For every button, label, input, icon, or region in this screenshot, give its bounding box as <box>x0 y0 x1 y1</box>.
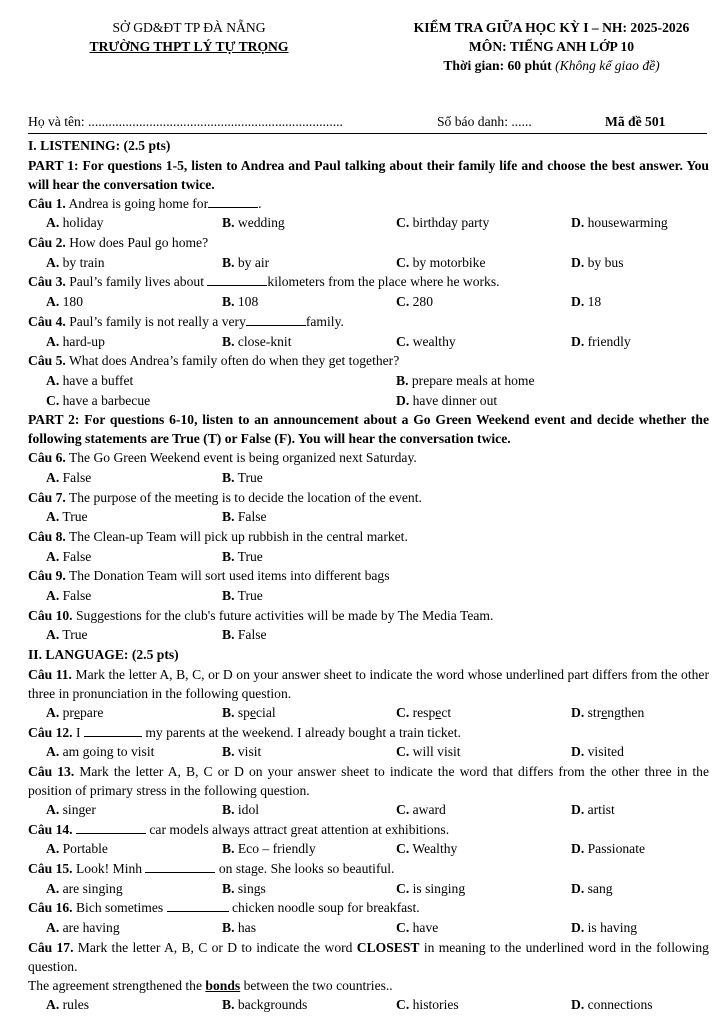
question-number: Câu 3. <box>28 274 66 290</box>
option-c: C. respect <box>396 704 452 720</box>
option-d: D. friendly <box>571 333 631 349</box>
option-a: A. True <box>46 509 88 525</box>
question-15: Câu 15. Look! Minh on stage. She looks so beautiful. <box>28 860 395 876</box>
question-7-options <box>28 507 709 527</box>
option-b: B. Eco – friendly <box>222 841 316 857</box>
question-6-options <box>28 468 709 488</box>
option-a: A. False <box>46 469 92 485</box>
answer-blank <box>246 314 306 326</box>
option-a: A. True <box>46 627 88 643</box>
option-d: D. artist <box>571 801 615 817</box>
question-1-options <box>28 213 709 233</box>
option-b: B. True <box>222 469 263 485</box>
option-c: C. will visit <box>396 744 461 760</box>
option-c: C. is singing <box>396 880 466 896</box>
option-d: D. sang <box>571 880 613 896</box>
header-left <box>0 18 378 56</box>
question-text: How does Paul go home? <box>69 235 209 251</box>
name-field-label: Họ và tên: ........................................................................... <box>28 114 343 129</box>
option-d: D. have dinner out <box>396 392 498 408</box>
question-16-options <box>28 918 709 938</box>
part1-instructions: PART 1: For questions 1-5, listen to Andrea and Paul talking about their family life and choose the best answer. You will hear the conversation twice. <box>28 157 709 192</box>
exam-title: KIỂM TRA GIỮA HỌC KỲ I – NH: 2025-2026 <box>413 20 690 35</box>
option-b: B. visit <box>222 744 262 760</box>
section-listening-title: I. LISTENING: (2.5 pts) <box>28 138 171 153</box>
question-4-options <box>28 332 709 352</box>
question-11-options <box>28 703 709 723</box>
option-d: D. is having <box>571 920 638 935</box>
option-b: B. idol <box>222 801 260 817</box>
option-a: A. False <box>46 588 92 604</box>
option-a: A. singer <box>46 801 96 817</box>
question-13-options <box>28 800 709 820</box>
question-3-options <box>28 292 709 312</box>
option-b: B. wedding <box>222 215 285 231</box>
question-5-options-ab <box>28 371 709 391</box>
option-a: A. hard-up <box>46 333 105 349</box>
student-info <box>28 115 707 133</box>
question-number: Câu 1. <box>28 195 66 211</box>
question-text-end: kilometers from the place where he works. <box>267 274 500 290</box>
option-c: C. histories <box>396 997 459 1013</box>
question-9-options <box>28 586 709 606</box>
question-17-options <box>28 995 709 1015</box>
question-text: Paul’s family is not really a very <box>69 313 246 329</box>
option-b: B. 108 <box>222 294 259 310</box>
question-4 <box>28 312 709 332</box>
question-15-options <box>28 879 709 899</box>
option-a: A. are singing <box>46 880 123 896</box>
answer-blank <box>76 822 146 834</box>
question-17-sentence: The agreement strengthened the bonds between the two countries.. <box>28 977 393 993</box>
option-d: D. by bus <box>571 254 624 270</box>
question-text: What does Andrea’s family often do when they get together? <box>68 353 400 369</box>
question-11: Câu 11. Mark the letter A, B, C, or D on your answer sheet to indicate the word whose underlined part differs from the other three in pronunciation in the following question. <box>28 666 709 701</box>
option-a: A. holiday <box>46 215 104 231</box>
header-right <box>378 18 725 75</box>
question-13: Câu 13. Mark the letter A, B, C or D on your answer sheet to indicate the word that differs from the other three in the position of primary stress in the following question. <box>28 763 709 798</box>
question-10: Câu 10. Suggestions for the club's future activities will be made by The Media Team. <box>28 607 494 623</box>
answer-blank <box>145 861 215 873</box>
option-d: D. strengthen <box>571 704 645 720</box>
question-5 <box>28 351 709 371</box>
candidate-number-label: Số báo danh: ...... <box>437 114 532 129</box>
question-number: Câu 5. <box>28 353 66 369</box>
exam-code: Mã đề 501 <box>605 114 666 129</box>
exam-content <box>28 136 709 1015</box>
section-language-title: II. LANGUAGE: (2.5 pts) <box>28 647 179 663</box>
option-b: B. True <box>222 588 263 604</box>
part2-instructions: PART 2: For questions 6-10, listen to an announcement about a Go Green Weekend event and decide whether the following statements are True (T) or False (F). You will hear the conversation twice. <box>28 412 709 447</box>
question-7: Câu 7. The purpose of the meeting is to decide the location of the event. <box>28 489 422 505</box>
option-b: B. close-knit <box>222 333 292 349</box>
time-label: Thời gian: 60 phút <box>443 58 552 73</box>
option-b: B. backgrounds <box>222 997 308 1013</box>
option-c: C. have <box>396 920 439 935</box>
option-d: D. housewarming <box>571 215 668 231</box>
option-b: B. True <box>222 548 263 564</box>
question-9: Câu 9. The Donation Team will sort used items into different bags <box>28 568 390 584</box>
question-text-end: family. <box>305 313 344 329</box>
school-name: TRƯỜNG THPT LÝ TỰ TRỌNG <box>89 39 289 54</box>
question-text-end: . <box>258 195 262 211</box>
question-3 <box>28 272 709 292</box>
option-d: D. 18 <box>571 294 602 310</box>
subject-title: MÔN: TIẾNG ANH LỚP 10 <box>468 39 635 54</box>
option-a: A. prepare <box>46 704 104 720</box>
option-b: B. has <box>222 920 256 935</box>
question-number: Câu 2. <box>28 235 66 251</box>
option-a: A. rules <box>46 997 90 1013</box>
answer-blank <box>208 196 258 208</box>
question-12: Câu 12. I my parents at the weekend. I already bought a train ticket. <box>28 724 461 740</box>
question-text: Paul’s family lives about <box>69 274 204 290</box>
time-line <box>378 56 725 75</box>
option-d: D. Passionate <box>571 841 646 857</box>
question-text: Andrea is going home for <box>68 195 209 211</box>
question-10-options <box>28 625 709 645</box>
option-d: D. connections <box>571 997 653 1013</box>
option-a: A. Portable <box>46 841 108 857</box>
option-b: B. prepare meals at home <box>396 372 535 388</box>
question-16: Câu 16. Bich sometimes chicken noodle soup for breakfast. <box>28 900 420 916</box>
header-divider <box>28 133 707 134</box>
question-number: Câu 4. <box>28 313 66 329</box>
option-a: A. by train <box>46 254 105 270</box>
question-14: Câu 14. car models always attract great attention at exhibitions. <box>28 821 450 837</box>
question-2 <box>28 233 709 253</box>
answer-blank <box>84 725 142 737</box>
option-c: C. birthday party <box>396 215 490 231</box>
question-2-options <box>28 253 709 273</box>
option-c: C. award <box>396 801 446 817</box>
question-12-options <box>28 742 709 762</box>
option-c: C. have a barbecue <box>46 392 151 408</box>
option-b: B. False <box>222 509 267 525</box>
option-b: B. sings <box>222 880 266 896</box>
question-8: Câu 8. The Clean-up Team will pick up rubbish in the central market. <box>28 529 408 544</box>
option-c: C. Wealthy <box>396 841 458 857</box>
question-5-options-cd <box>28 391 709 411</box>
option-b: B. False <box>222 627 267 643</box>
answer-blank <box>207 274 267 286</box>
question-17: Câu 17. Mark the letter A, B, C or D to indicate the word CLOSEST in meaning to the underlined word in the following question. <box>28 939 709 974</box>
answer-blank <box>167 900 229 912</box>
option-b: B. by air <box>222 254 270 270</box>
option-c: C. wealthy <box>396 333 456 349</box>
question-8-options <box>28 547 709 567</box>
option-b: B. special <box>222 704 276 720</box>
option-c: C. by motorbike <box>396 254 486 270</box>
question-1 <box>28 194 709 214</box>
option-d: D. visited <box>571 744 624 760</box>
option-a: A. 180 <box>46 294 84 310</box>
option-a: A. are having <box>46 920 120 935</box>
time-note: (Không kể giao đề) <box>555 58 660 73</box>
option-a: A. am going to visit <box>46 744 155 760</box>
option-a: A. False <box>46 548 92 564</box>
option-c: C. 280 <box>396 294 434 310</box>
department-name: SỞ GD&ĐT TP ĐÀ NẴNG <box>112 20 266 35</box>
option-a: A. have a buffet <box>46 372 134 388</box>
question-6: Câu 6. The Go Green Weekend event is being organized next Saturday. <box>28 450 417 466</box>
question-14-options <box>28 839 709 859</box>
